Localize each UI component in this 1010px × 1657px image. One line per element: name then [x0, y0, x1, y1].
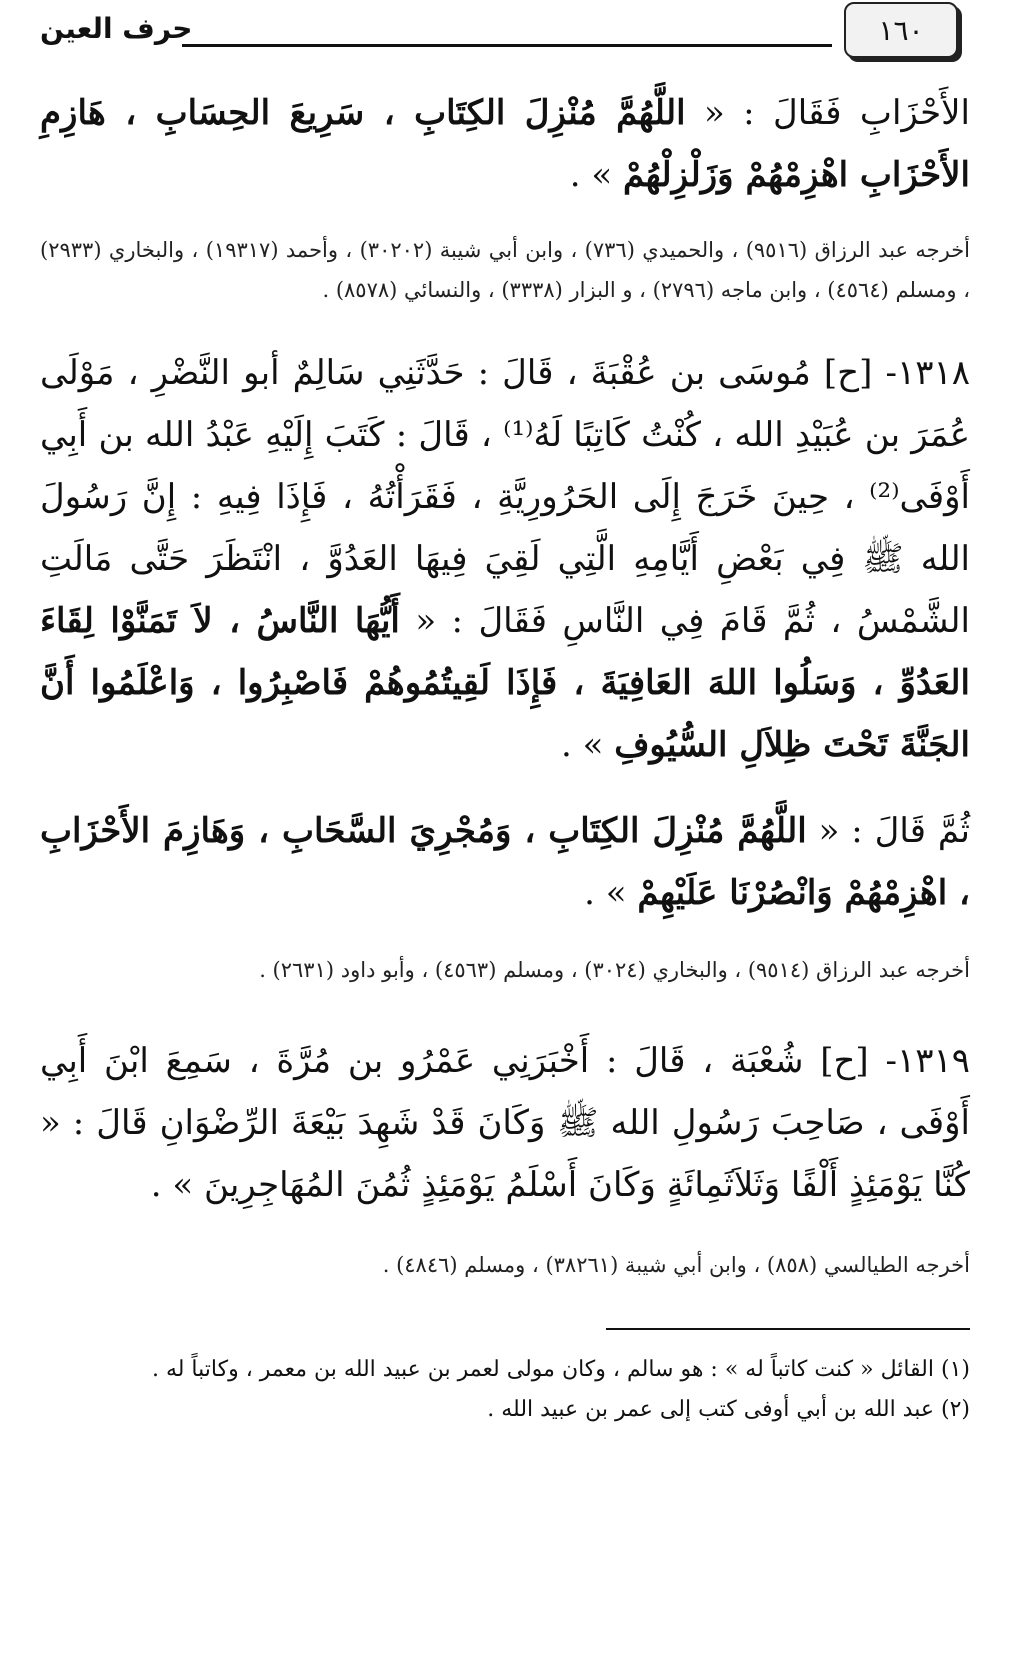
footnotes	[40, 1350, 970, 1430]
block1-close: » .	[569, 155, 623, 195]
hadith-1319	[40, 1030, 970, 1216]
chapter-title: حرف العين	[40, 12, 193, 45]
hadith-1318-text: ١٣١٨- [ح] مُوسَى بن عُقْبَةَ ، قَالَ : حَدَّثَنِي سَالِمٌ أبو النَّضْرِ ، مَوْلَى عُمَرَ بن عُبَيْدِ الله ، كُنْتُ كَاتِبًا لَهُ⁽¹⁾ ، قَالَ : كَتَبَ إِلَيْهِ عَبْدُ الله بن أَبِي أَوْفَى⁽²⁾ ، حِينَ خَرَجَ إِلَى الحَرُورِيَّةِ ، فَقَرَأْتُهُ ، فَإِذَا فِيهِ : إِنَّ رَسُولَ الله ﷺ فِي بَعْضِ أَيَّامِهِ الَّتِي لَقِيَ فِيهَا العَدُوَّ ، انْتَظَرَ حَتَّى مَالَتِ الشَّمْسُ ، ثُمَّ قَامَ فِي النَّاسِ فَقَالَ : «	[40, 353, 970, 641]
footnote-2: (٢) عبد الله بن أبي أوفى كتب إلى عمر بن عبيد الله .	[487, 1397, 970, 1422]
block2-dua: اللَّهُمَّ مُنْزِلَ الكِتَابِ ، وَمُجْرِيَ السَّحَابِ ، وَهَازِمَ الأَحْزَابِ ، اهْزِمْهُمْ وَانْصُرْنَا عَلَيْهِمْ	[40, 811, 970, 913]
source-citation-1: أخرجه عبد الرزاق (٩٥١٦) ، والحميدي (٧٣٦) ، وابن أبي شيبة (٣٠٢٠٢) ، وأحمد (١٩٣١٧) ، والبخاري (٢٩٣٣) ، ومسلم (٤٥٦٤) ، وابن ماجه (٢٧٩٦) ، و البزار (٣٣٣٨) ، والنسائي (٨٥٧٨) .	[40, 238, 971, 302]
page-number	[844, 2, 958, 58]
hadith-1318-close: » .	[560, 725, 615, 765]
page-number-text: ١٦٠	[878, 13, 924, 47]
hadith-1318	[40, 342, 970, 776]
block2-close: » .	[584, 873, 638, 913]
block1-dua: اللَّهُمَّ مُنْزِلَ الكِتَابِ ، سَرِيعَ الحِسَابِ ، هَازِمِ الأَحْزَابِ اهْزِمْهُمْ وَزَلْزِلْهُمْ	[40, 93, 970, 195]
hadith-1319-text: ١٣١٩- [ح] شُعْبَة ، قَالَ : أَخْبَرَنِي عَمْرُو بن مُرَّةَ ، سَمِعَ ابْنَ أَبِي أَوْفَى ، صَاحِبَ رَسُولِ الله ﷺ وَكَانَ قَدْ شَهِدَ بَيْعَةَ الرِّضْوَانِ قَالَ : « كُنَّا يَوْمَئِذٍ أَلْفًا وَثَلاَثَمِائَةٍ وَكَانَ أَسْلَمُ يَوْمَئِذٍ ثُمُنَ المُهَاجِرِينَ » .	[40, 1041, 970, 1205]
source-citation-3: أخرجه الطيالسي (٨٥٨) ، وابن أبي شيبة (٣٨٢٦١) ، ومسلم (٤٨٤٦) .	[382, 1253, 970, 1277]
footnote-separator	[606, 1328, 970, 1330]
header-rule	[182, 44, 832, 47]
source-citation-2: أخرجه عبد الرزاق (٩٥١٤) ، والبخاري (٣٠٢٤) ، ومسلم (٤٥٦٣) ، وأبو داود (٢٦٣١) .	[259, 958, 970, 982]
hadith-1318-dua	[40, 800, 970, 924]
hadith-1318-quote: أَيُّهَا النَّاسُ ، لاَ تَمَنَّوْا لِقَاءَ العَدُوِّ ، وَسَلُوا اللهَ العَافِيَةَ ، فَإِذَا لَقِيتُمُوهُمْ فَاصْبِرُوا ، وَاعْلَمُوا أَنَّ الجَنَّةَ تَحْتَ ظِلاَلِ السُّيُوفِ	[40, 601, 970, 765]
footnote-1: (١) القائل « كنت كاتباً له » : هو سالم ، وكان مولى لعمر بن عبيد الله بن معمر ، وكاتباً له .	[151, 1357, 970, 1382]
block1-intro: الأَحْزَابِ فَقَالَ : «	[685, 93, 970, 133]
hadith-continuation	[40, 82, 970, 206]
block2-intro: ثُمَّ قَالَ : «	[806, 811, 970, 851]
